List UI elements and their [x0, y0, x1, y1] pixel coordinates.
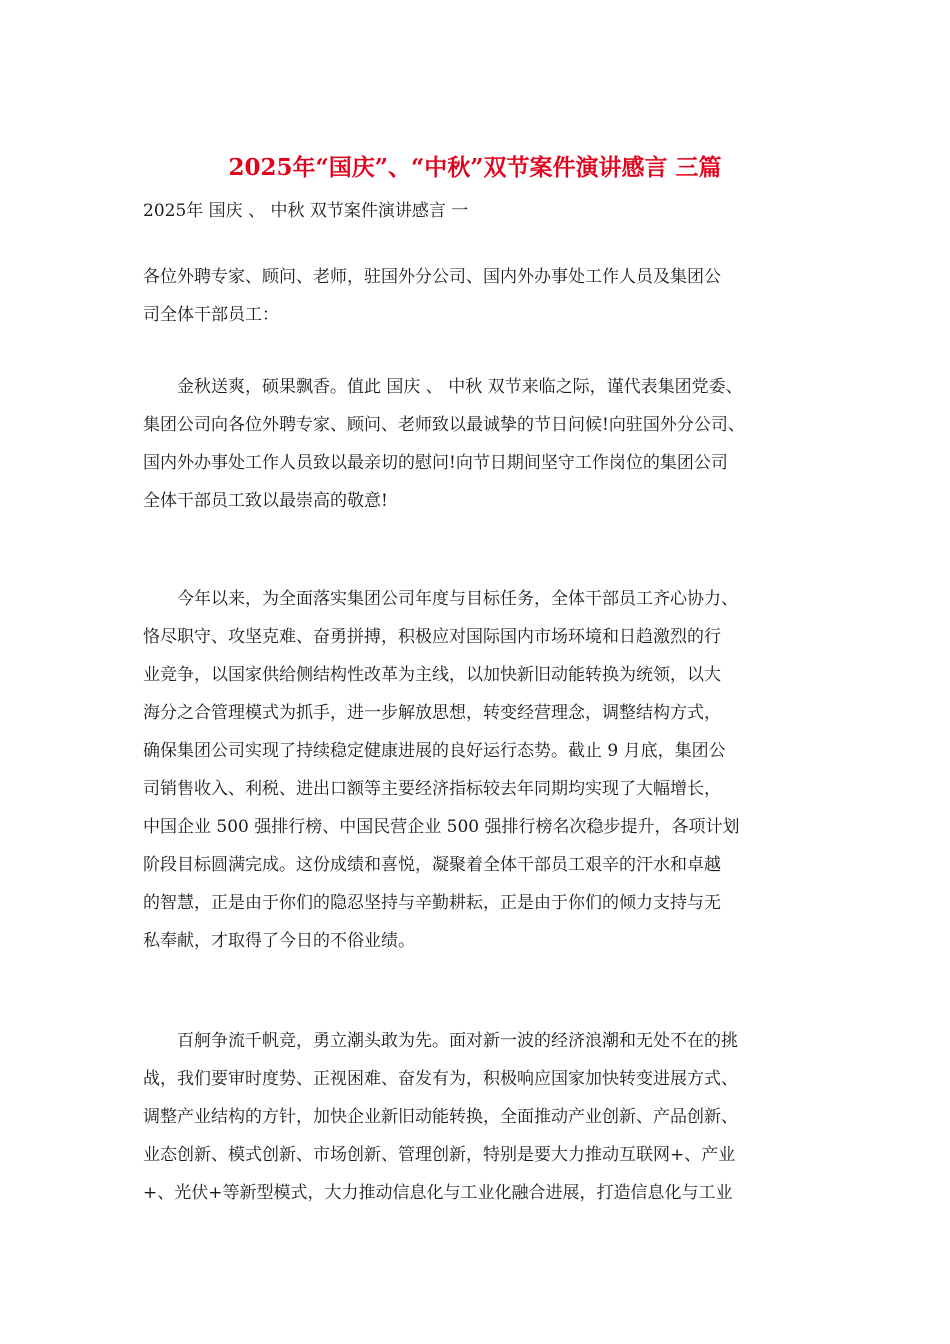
paragraph-line: 恪尽职守、攻坚克难、奋勇拼搏，积极应对国际国内市场环境和日趋激烈的行	[143, 627, 721, 647]
paragraph-line: 业态创新、模式创新、市场创新、管理创新，特别是要大力推动互联网+、产业	[143, 1145, 736, 1165]
paragraph-line: 今年以来，为全面落实集团公司年度与目标任务，全体干部员工齐心协力、	[177, 589, 738, 609]
paragraph-line: 阶段目标圆满完成。这份成绩和喜悦，凝聚着全体干部员工艰辛的汗水和卓越	[143, 855, 721, 875]
paragraph-line: 确保集团公司实现了持续稳定健康进展的良好运行态势。截止 9 月底，集团公	[143, 741, 726, 761]
salutation-line: 各位外聘专家、顾问、老师，驻国外分公司、国内外办事处工作人员及集团公	[143, 267, 721, 287]
paragraph-line: 全体干部员工致以最崇高的敬意!	[143, 491, 388, 511]
paragraph-line: 的智慧，正是由于你们的隐忍坚持与辛勤耕耘，正是由于你们的倾力支持与无	[143, 893, 721, 913]
paragraph-line: 私奉献，才取得了今日的不俗业绩。	[143, 931, 415, 951]
paragraph-line: 国内外办事处工作人员致以最亲切的慰问!向节日期间坚守工作岗位的集团公司	[143, 453, 728, 473]
paragraph-line: 金秋送爽，硕果飘香。值此 国庆 、 中秋 双节来临之际，谨代表集团党委、	[177, 377, 743, 397]
paragraph-line: 海分之合管理模式为抓手，进一步解放思想，转变经营理念，调整结构方式，	[143, 703, 721, 723]
paragraph-line: 战，我们要审时度势、正视困难、奋发有为，积极响应国家加快转变进展方式、	[143, 1069, 738, 1089]
paragraph-line: 集团公司向各位外聘专家、顾问、老师致以最诚挚的节日问候!向驻国外分公司、	[143, 415, 745, 435]
paragraph-line: 百舸争流千帆竞，勇立潮头敢为先。面对新一波的经济浪潮和无处不在的挑	[177, 1031, 738, 1051]
paragraph-line: +、光伏+等新型模式，大力推动信息化与工业化融合进展，打造信息化与工业	[143, 1183, 733, 1203]
paragraph-line: 业竞争，以国家供给侧结构性改革为主线，以加快新旧动能转换为统领，以大	[143, 665, 721, 685]
document-subtitle: 2025年 国庆 、 中秋 双节案件演讲感言 一	[143, 201, 469, 221]
paragraph-line: 调整产业结构的方针，加快企业新旧动能转换，全面推动产业创新、产品创新、	[143, 1107, 738, 1127]
paragraph-line: 司销售收入、利税、进出口额等主要经济指标较去年同期均实现了大幅增长，	[143, 779, 721, 799]
document-title: 2025年“国庆”、“中秋”双节案件演讲感言 三篇	[228, 154, 722, 181]
salutation-line: 司全体干部员工：	[143, 305, 279, 325]
paragraph-line: 中国企业 500 强排行榜、中国民营企业 500 强排行榜名次稳步提升，各项计划	[143, 817, 740, 837]
